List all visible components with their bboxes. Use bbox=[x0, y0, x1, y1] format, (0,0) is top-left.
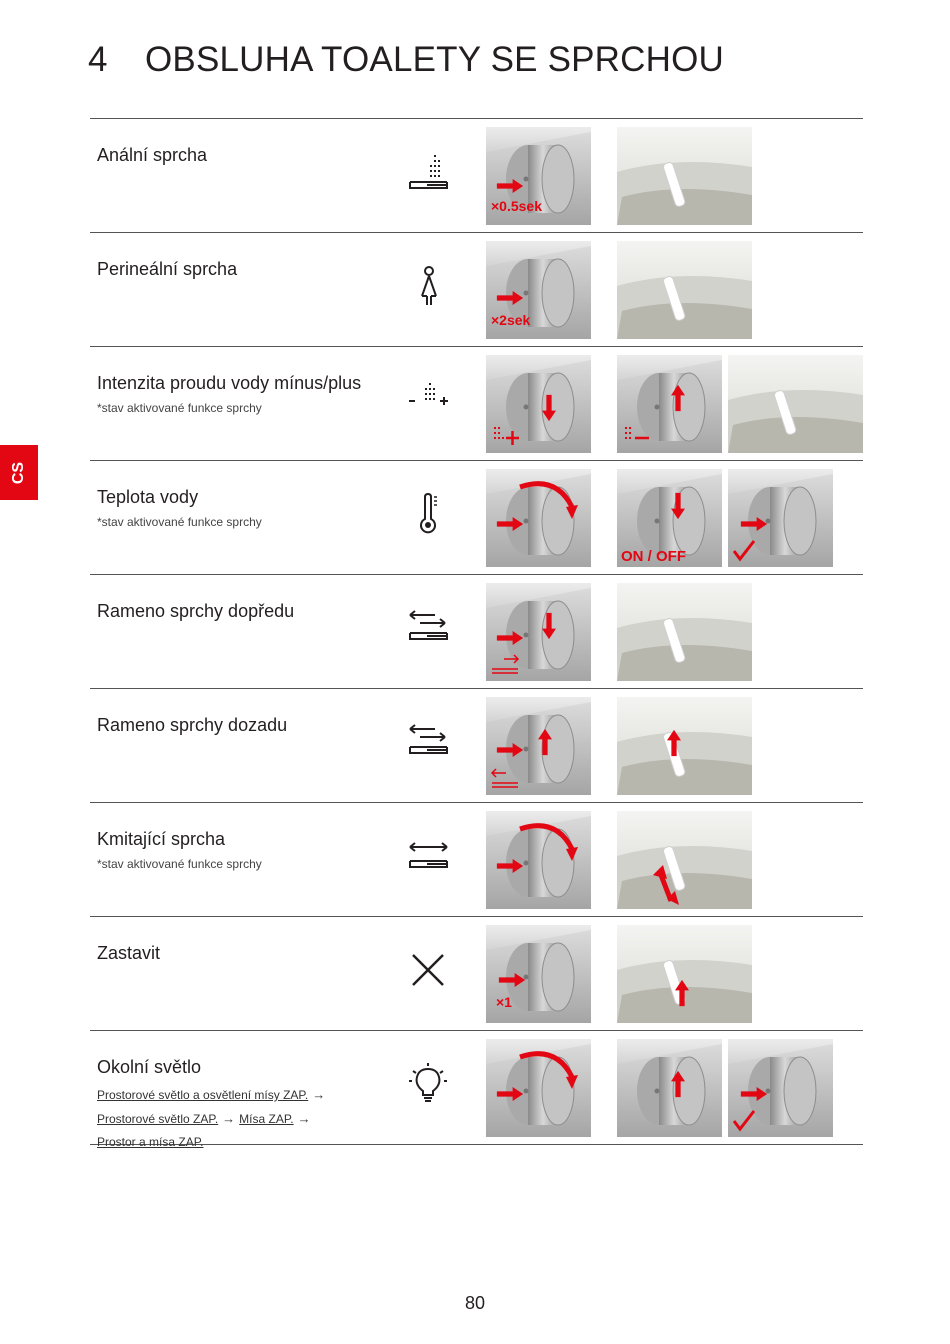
stop-icon bbox=[405, 947, 455, 997]
control-knob-image bbox=[486, 811, 591, 909]
press-duration-caption: ×0.5sek bbox=[491, 198, 542, 214]
table-row bbox=[90, 803, 863, 917]
language-tab-label: CS bbox=[9, 461, 27, 484]
row-label: Perineální sprcha bbox=[97, 259, 238, 279]
table-row bbox=[90, 347, 863, 461]
shower-arm-image bbox=[617, 241, 752, 339]
shower-arm-image bbox=[617, 583, 752, 681]
table-row bbox=[90, 119, 863, 233]
operation-table bbox=[90, 118, 863, 1149]
table-row bbox=[90, 689, 863, 803]
arrow-right-icon: → bbox=[222, 1111, 236, 1126]
table-row bbox=[90, 917, 863, 1031]
shower-arm-image bbox=[617, 697, 752, 795]
lightbulb-icon bbox=[405, 1061, 455, 1111]
row-note: *stav aktivované funkce sprchy bbox=[97, 857, 262, 871]
lady-shower-icon bbox=[405, 263, 455, 313]
page-number: 80 bbox=[464, 1293, 486, 1313]
section-number: 4 bbox=[88, 40, 108, 79]
row-label: Intenzita proudu vody mínus/plus bbox=[97, 373, 362, 393]
row-label: Rameno sprchy dopředu bbox=[97, 601, 295, 621]
row-label: Zastavit bbox=[97, 943, 161, 963]
shower-arm-image bbox=[728, 355, 863, 453]
control-knob-image bbox=[486, 469, 591, 567]
light-mode-links bbox=[97, 1083, 329, 1154]
control-knob-image bbox=[486, 583, 591, 681]
press-duration-caption: ×2sek bbox=[491, 312, 531, 328]
arm-backward-icon bbox=[405, 719, 455, 769]
row-label: Okolní světlo bbox=[97, 1057, 202, 1077]
water-intensity-icon bbox=[405, 377, 455, 427]
arm-forward-icon bbox=[405, 605, 455, 655]
table-row bbox=[90, 575, 863, 689]
oscillating-shower-icon bbox=[405, 833, 455, 883]
control-knob-image bbox=[728, 469, 833, 567]
arrow-right-icon: → bbox=[312, 1087, 326, 1102]
row-label: Rameno sprchy dozadu bbox=[97, 715, 288, 735]
page-title bbox=[88, 40, 724, 80]
shower-arm-image bbox=[617, 811, 752, 909]
row-label: Anální sprcha bbox=[97, 145, 208, 165]
table-row bbox=[90, 461, 863, 575]
control-knob-image bbox=[617, 355, 722, 453]
shower-arm-image bbox=[617, 925, 752, 1023]
press-count-caption: ×1 bbox=[496, 994, 512, 1010]
control-knob-image bbox=[617, 1039, 722, 1137]
shower-arm-image bbox=[617, 127, 752, 225]
table-row bbox=[90, 1031, 863, 1149]
link-room-and-bowl-light[interactable]: Prostorové světlo a osvětlení mísy ZAP. bbox=[97, 1088, 309, 1102]
control-knob-image bbox=[486, 1039, 591, 1137]
anal-shower-icon bbox=[405, 149, 455, 199]
control-knob-image bbox=[617, 469, 722, 567]
row-label: Kmitající sprcha bbox=[97, 829, 226, 849]
control-knob-image bbox=[486, 355, 591, 453]
section-title: OBSLUHA TOALETY SE SPRCHOU bbox=[145, 40, 725, 79]
control-knob-image bbox=[486, 925, 591, 1023]
row-note: *stav aktivované funkce sprchy bbox=[97, 401, 262, 415]
control-knob-image bbox=[728, 1039, 833, 1137]
arrow-right-icon: → bbox=[297, 1111, 311, 1126]
language-tab bbox=[0, 445, 38, 500]
link-room-light[interactable]: Prostorové světlo ZAP. bbox=[97, 1112, 219, 1126]
thermometer-icon bbox=[405, 491, 455, 541]
row-note: *stav aktivované funkce sprchy bbox=[97, 515, 262, 529]
link-room-bowl[interactable]: Prostor a mísa ZAP. bbox=[97, 1135, 204, 1149]
control-knob-image bbox=[486, 127, 591, 225]
row-label: Teplota vody bbox=[97, 487, 199, 507]
control-knob-image bbox=[486, 241, 591, 339]
table-row bbox=[90, 233, 863, 347]
link-bowl-light[interactable]: Mísa ZAP. bbox=[239, 1112, 294, 1126]
sound-toggle-caption: ON / OFF bbox=[621, 548, 686, 565]
control-knob-image bbox=[486, 697, 591, 795]
